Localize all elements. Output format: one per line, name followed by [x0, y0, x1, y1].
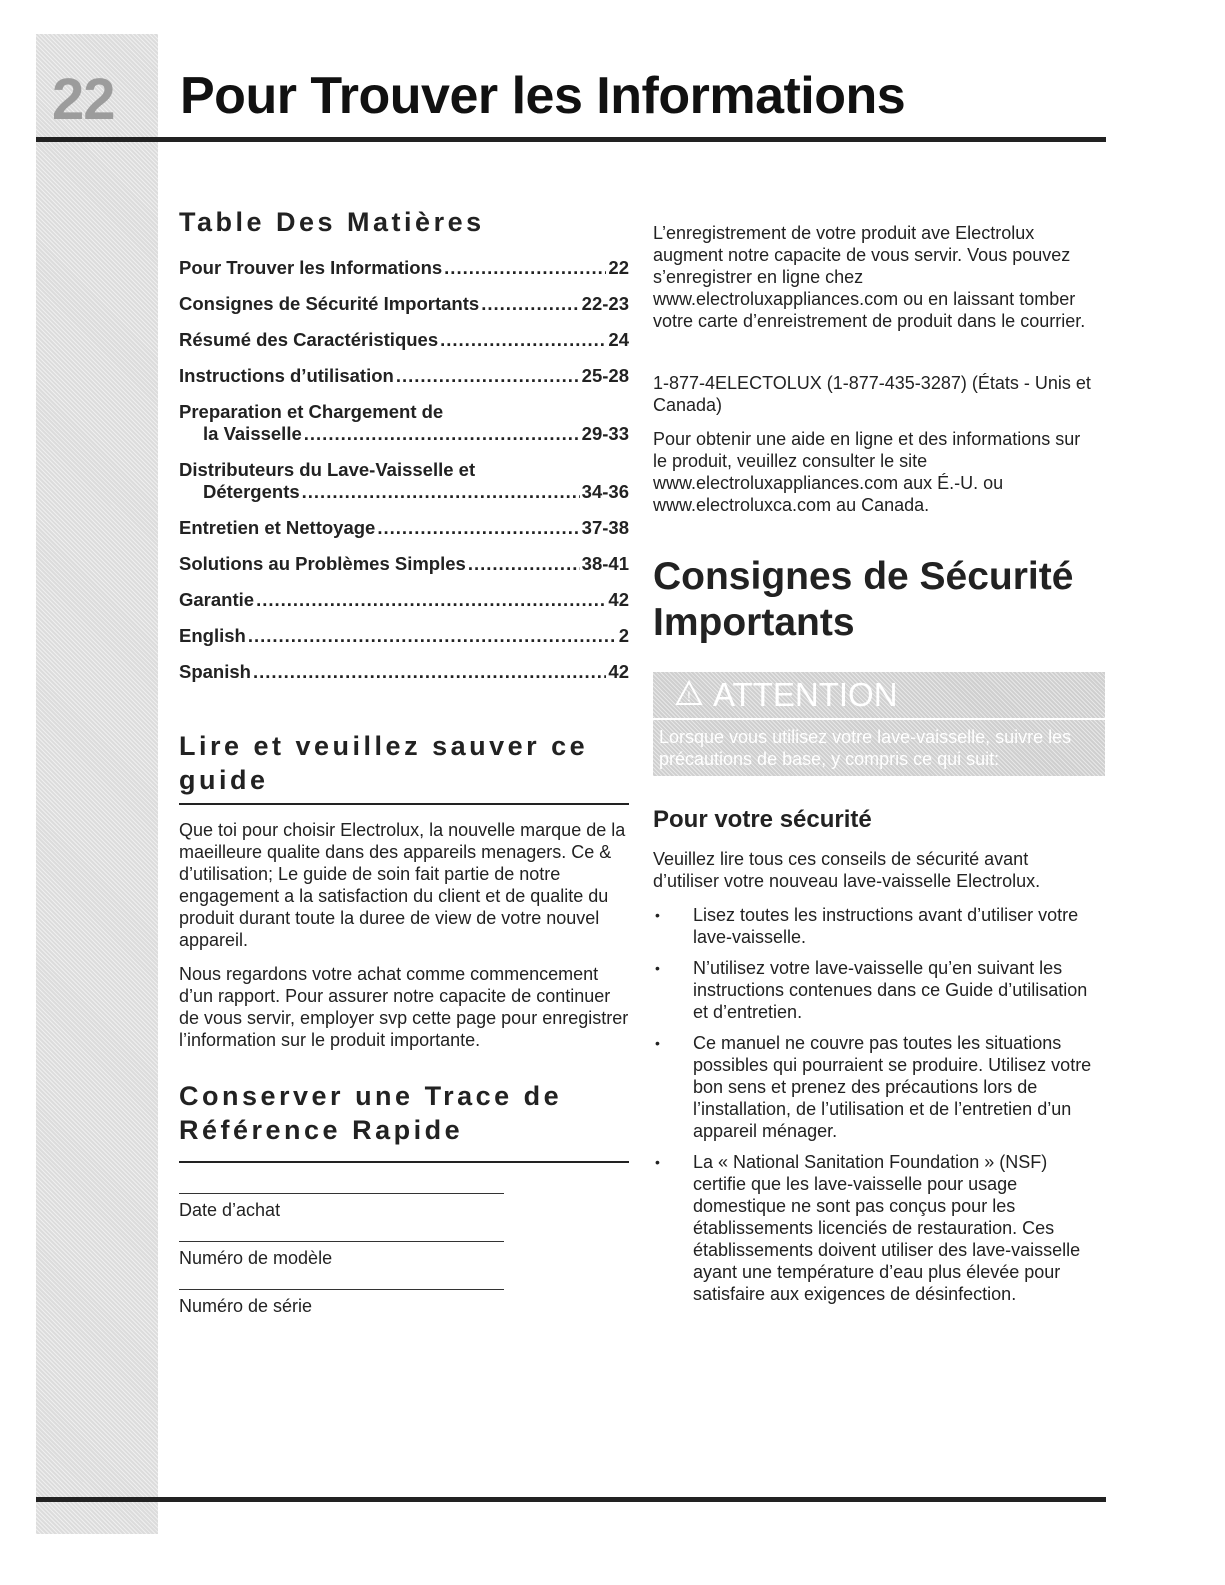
list-item: • N’utilisez votre lave-vaisselle qu’en suivant les instructions contenues dans ce Guide d’utilisation et d’entretien.	[653, 957, 1098, 1023]
side-stripe	[36, 34, 158, 1534]
toc-item[interactable]: Preparation et Chargement de la Vaisselle ..... 29-33	[179, 401, 629, 445]
attention-box	[653, 672, 1105, 776]
toc-item[interactable]: English ..... 2	[179, 625, 629, 647]
warning-triangle-icon	[675, 676, 703, 714]
save-guide-heading: Lire et veuillez sauver ce guide	[179, 729, 629, 805]
toc-item[interactable]: Instructions d’utilisation ..... 25-28	[179, 365, 629, 387]
list-item: • Lisez toutes les instructions avant d’utiliser votre lave-vaisselle.	[653, 904, 1098, 948]
page-title: Pour Trouver les Informations	[180, 67, 906, 125]
safety-bullets	[653, 904, 1098, 1305]
toc-heading: Table Des Matières	[179, 207, 485, 237]
table-of-contents	[179, 257, 629, 683]
phone-paragraph: 1-877-4ELECTOLUX (1-877-435-3287) (États - Unis et Canada)	[653, 373, 1091, 415]
paragraph: Nous regardons votre achat comme commencement d’un rapport. Pour assurer notre capacite de continuer de vous servir, employer svp cette page pour enregistrer l’information sur le produit importante.	[179, 964, 629, 1050]
toc-item[interactable]: Spanish ..... 42	[179, 661, 629, 683]
toc-item[interactable]: Garantie ..... 42	[179, 589, 629, 611]
reference-heading: Conserver une Trace de Référence Rapide	[179, 1079, 629, 1163]
toc-item[interactable]: Consignes de Sécurité Importants ..... 22-23	[179, 293, 629, 315]
online-help-paragraph: Pour obtenir une aide en ligne et des informations sur le produit, veuillez consulter le site www.electroluxappliances.com aux É.-U. ou www.electroluxca.com au Canada.	[653, 429, 1081, 515]
toc-item[interactable]: Résumé des Caractéristiques ..... 24	[179, 329, 629, 351]
toc-item[interactable]: Distributeurs du Lave-Vaisselle et Détergents ..... 34-36	[179, 459, 629, 503]
paragraph: Que toi pour choisir Electrolux, la nouvelle marque de la maeilleure qualite dans des appareils menagers. Ce & d’utilisation; Le guide de soin fait partie de notre engagement a la satisfaction du client et de qualite du produit durant toute la duree de view de votre nouvel appareil.	[179, 820, 626, 950]
toc-item[interactable]: Pour Trouver les Informations ..... 22	[179, 257, 629, 279]
svg-text:!: !	[687, 688, 691, 704]
safety-subheading: Pour votre sécurité	[653, 806, 872, 833]
list-item: • La « National Sanitation Foundation » (NSF) certifie que les lave-vaisselle pour usage domestique ne sont pas conçus pour les établissements licenciés de restauration. Ces établissements doivent utiliser des lave-vaisselle ayant une température d’eau plus élevée pour satisfaire aux exigences de désinfection.	[653, 1151, 1098, 1305]
header-rule	[36, 137, 1106, 142]
attention-title: ATTENTION	[713, 676, 898, 713]
toc-item[interactable]: Entretien et Nettoyage ..... 37-38	[179, 517, 629, 539]
toc-item[interactable]: Solutions au Problèmes Simples ..... 38-41	[179, 553, 629, 575]
safety-heading: Consignes de Sécurité Importants	[653, 555, 1074, 644]
page-number: 22	[52, 67, 115, 132]
serial-number-field[interactable]: Numéro de série	[179, 1289, 629, 1317]
registration-paragraph: L’enregistrement de votre produit ave Electrolux augment notre capacite de vous servir. Vous pouvez s’enregistrer en ligne chez www.electroluxappliances.com ou en laissant tomber votre carte d’enreistrement de produit dans le courrier.	[653, 223, 1086, 331]
attention-text: Lorsque vous utilisez votre lave-vaisselle, suivre les précautions de base, y compris ce qui suit:	[659, 727, 1072, 769]
purchase-date-field[interactable]: Date d’achat	[179, 1193, 629, 1221]
model-number-field[interactable]: Numéro de modèle	[179, 1241, 629, 1269]
footer-rule	[36, 1497, 1106, 1502]
safety-intro: Veuillez lire tous ces conseils de sécurité avant d’utiliser votre nouveau lave-vaisselle Electrolux.	[653, 849, 1041, 891]
right-column	[653, 222, 1098, 1314]
list-item: • Ce manuel ne couvre pas toutes les situations possibles qui pourraient se produire. Utilisez votre bon sens et prenez des précautions lors de l’installation, de l’utilisation et de l’entretien d’un appareil ménager.	[653, 1032, 1098, 1142]
left-column	[179, 205, 629, 1317]
